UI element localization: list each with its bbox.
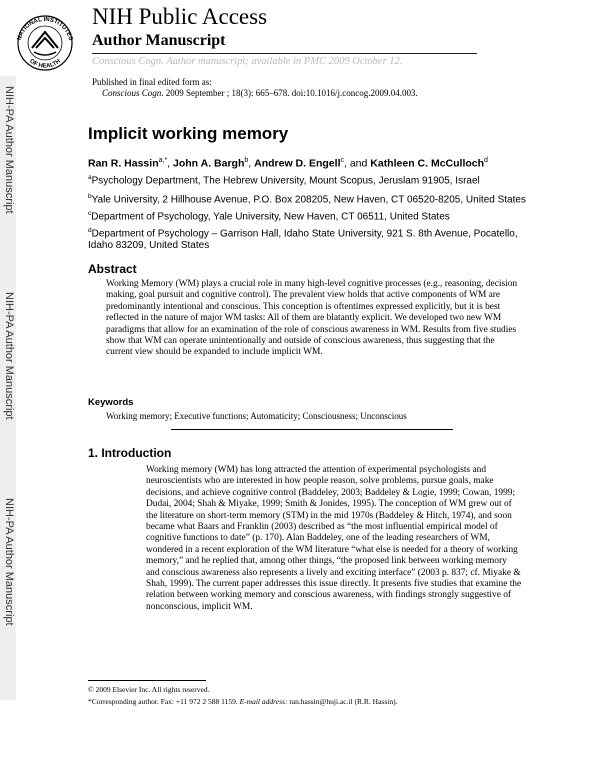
affiliation <box>88 208 528 223</box>
affiliation-text: Yale University, 2 Hillhouse Avenue, P.O. Box 208205, New Haven, CT 06520-8205, United States <box>91 194 526 206</box>
author-affiliation-mark: a,* <box>158 157 168 164</box>
citation <box>102 88 418 98</box>
keywords-text: Working memory; Executive functions; Automaticity; Consciousness; Unconscious <box>106 411 407 421</box>
footnote-divider <box>88 680 206 681</box>
email-label: E-mail address: <box>239 697 288 706</box>
citation-details: . 2009 September ; 18(3): 665–678. doi:10.1016/j.concog.2009.04.003. <box>161 88 418 98</box>
nih-seal-logo <box>10 8 80 72</box>
journal-name: Conscious Cogn <box>102 88 162 98</box>
copyright-notice: © 2009 Elsevier Inc. All rights reserved. <box>88 685 210 694</box>
author-separator: , <box>167 157 174 170</box>
author-name: Kathleen C. McCulloch <box>370 157 485 170</box>
affiliation-mark: a <box>88 174 92 181</box>
nih-public-access-title: NIH Public Access <box>92 4 268 29</box>
abstract-heading: Abstract <box>88 262 137 276</box>
author-conjunction: , and <box>343 157 371 170</box>
author-manuscript-label: Author Manuscript <box>92 32 226 49</box>
seal-text-bottom: OF HEALTH <box>28 58 62 70</box>
sidebar-label: NIH-PA Author Manuscript <box>3 498 15 626</box>
abstract-text: Working Memory (WM) plays a crucial role in many high-level cognitive processes (e.g., reasoning, decision making, goal pursuit and cognitive control). The prevalent view holds that active components of WM are predominantly intentional and conscious. This conception is oftentimes expressed explicitly, but it is best reflected in the nature of major WM tasks: All of them are blatantly explicit. We developed two new WM paradigms that allow for an examination of the role of conscious awareness in WM. Results from five studies show that WM can operate unintentionally and outside of conscious awareness, thus suggesting that the current view should be expanded to include implicit WM. <box>106 279 518 358</box>
affiliation <box>88 225 528 252</box>
affiliation-text: Department of Psychology – Garrison Hall, Idaho State University, 921 S. 8th Avenue, Pocatello, Idaho 83209, United States <box>88 228 518 252</box>
sidebar-label: NIH-PA Author Manuscript <box>3 86 15 214</box>
affiliation-text: Department of Psychology, Yale University, New Haven, CT 06511, United States <box>91 211 450 223</box>
published-label: Published in final edited form as: <box>92 77 212 87</box>
affiliation-mark: c <box>88 210 92 217</box>
corresponding-author-note <box>88 697 397 706</box>
author-separator: , <box>248 157 255 170</box>
keywords-heading: Keywords <box>88 397 134 408</box>
affiliation <box>88 172 528 187</box>
section-divider <box>171 429 453 430</box>
author-affiliation-mark: b <box>244 157 249 164</box>
author-affiliation-mark: d <box>484 157 488 164</box>
introduction-text: Working memory (WM) has long attracted the attention of experimental psychologists and neuroscientists who are interested in how people reason, solve problems, pursue goals, make decisions, and achieve cognitive control (Baddeley, 2003; Baddeley & Logie, 1999; Cowan, 1999; Dudai, 2004; Shah & Miyake, 1999; Smith & Jonides, 1995). The conception of WM grew out of the literature on short-term memory (STM) in the mid 1970s (Baddeley & Hitch, 1974), and soon became what Baars and Franklin (2003) described as “the most influential empirical model of cognitive functions to date” (p. 170). Alan Baddeley, one of the leading researchers of WM, wondered in a recent exploration of the WM literature “what else is needed for a theory of working memory,” and he replied that, among other things, “the proposed link between working memory and conscious awareness also represents a lively and exciting interface” (2003 p. 837; cf. Miyake & Shah, 1999). The current paper addresses this issue directly. It presents five studies that examine the relation between working memory and conscious awareness, with findings strongly suggestive of nonconscious, implicit WM. <box>146 465 522 612</box>
availability-note: Conscious Cogn. Author manuscript; available in PMC 2009 October 12. <box>92 56 403 67</box>
sidebar-label: NIH-PA Author Manuscript <box>3 292 15 420</box>
email-address: ran.hassin@huji.ac.il (R.R. Hassin). <box>287 697 398 706</box>
introduction-heading: 1. Introduction <box>88 446 172 460</box>
author-name: John A. Bargh <box>173 157 245 170</box>
author-name: Andrew D. Engell <box>254 157 341 170</box>
seal-text-top: NATIONAL INSTITUTES <box>16 16 74 42</box>
author-list <box>88 157 488 170</box>
author-affiliation-mark: c <box>340 157 344 164</box>
affiliation-text: Psychology Department, The Hebrew University, Mount Scopus, Jeruslam 91905, Israel <box>91 175 480 187</box>
manuscript-sidebar <box>0 76 16 700</box>
affiliation-mark: d <box>88 227 92 234</box>
header-divider <box>92 53 477 54</box>
affiliation <box>88 191 528 206</box>
corresponding-author-prefix: *Corresponding author. Fax: +11 972 2 588 1159. <box>88 697 240 706</box>
affiliation-mark: b <box>88 193 92 200</box>
article-title: Implicit working memory <box>88 124 289 143</box>
author-name: Ran R. Hassin <box>88 157 159 170</box>
